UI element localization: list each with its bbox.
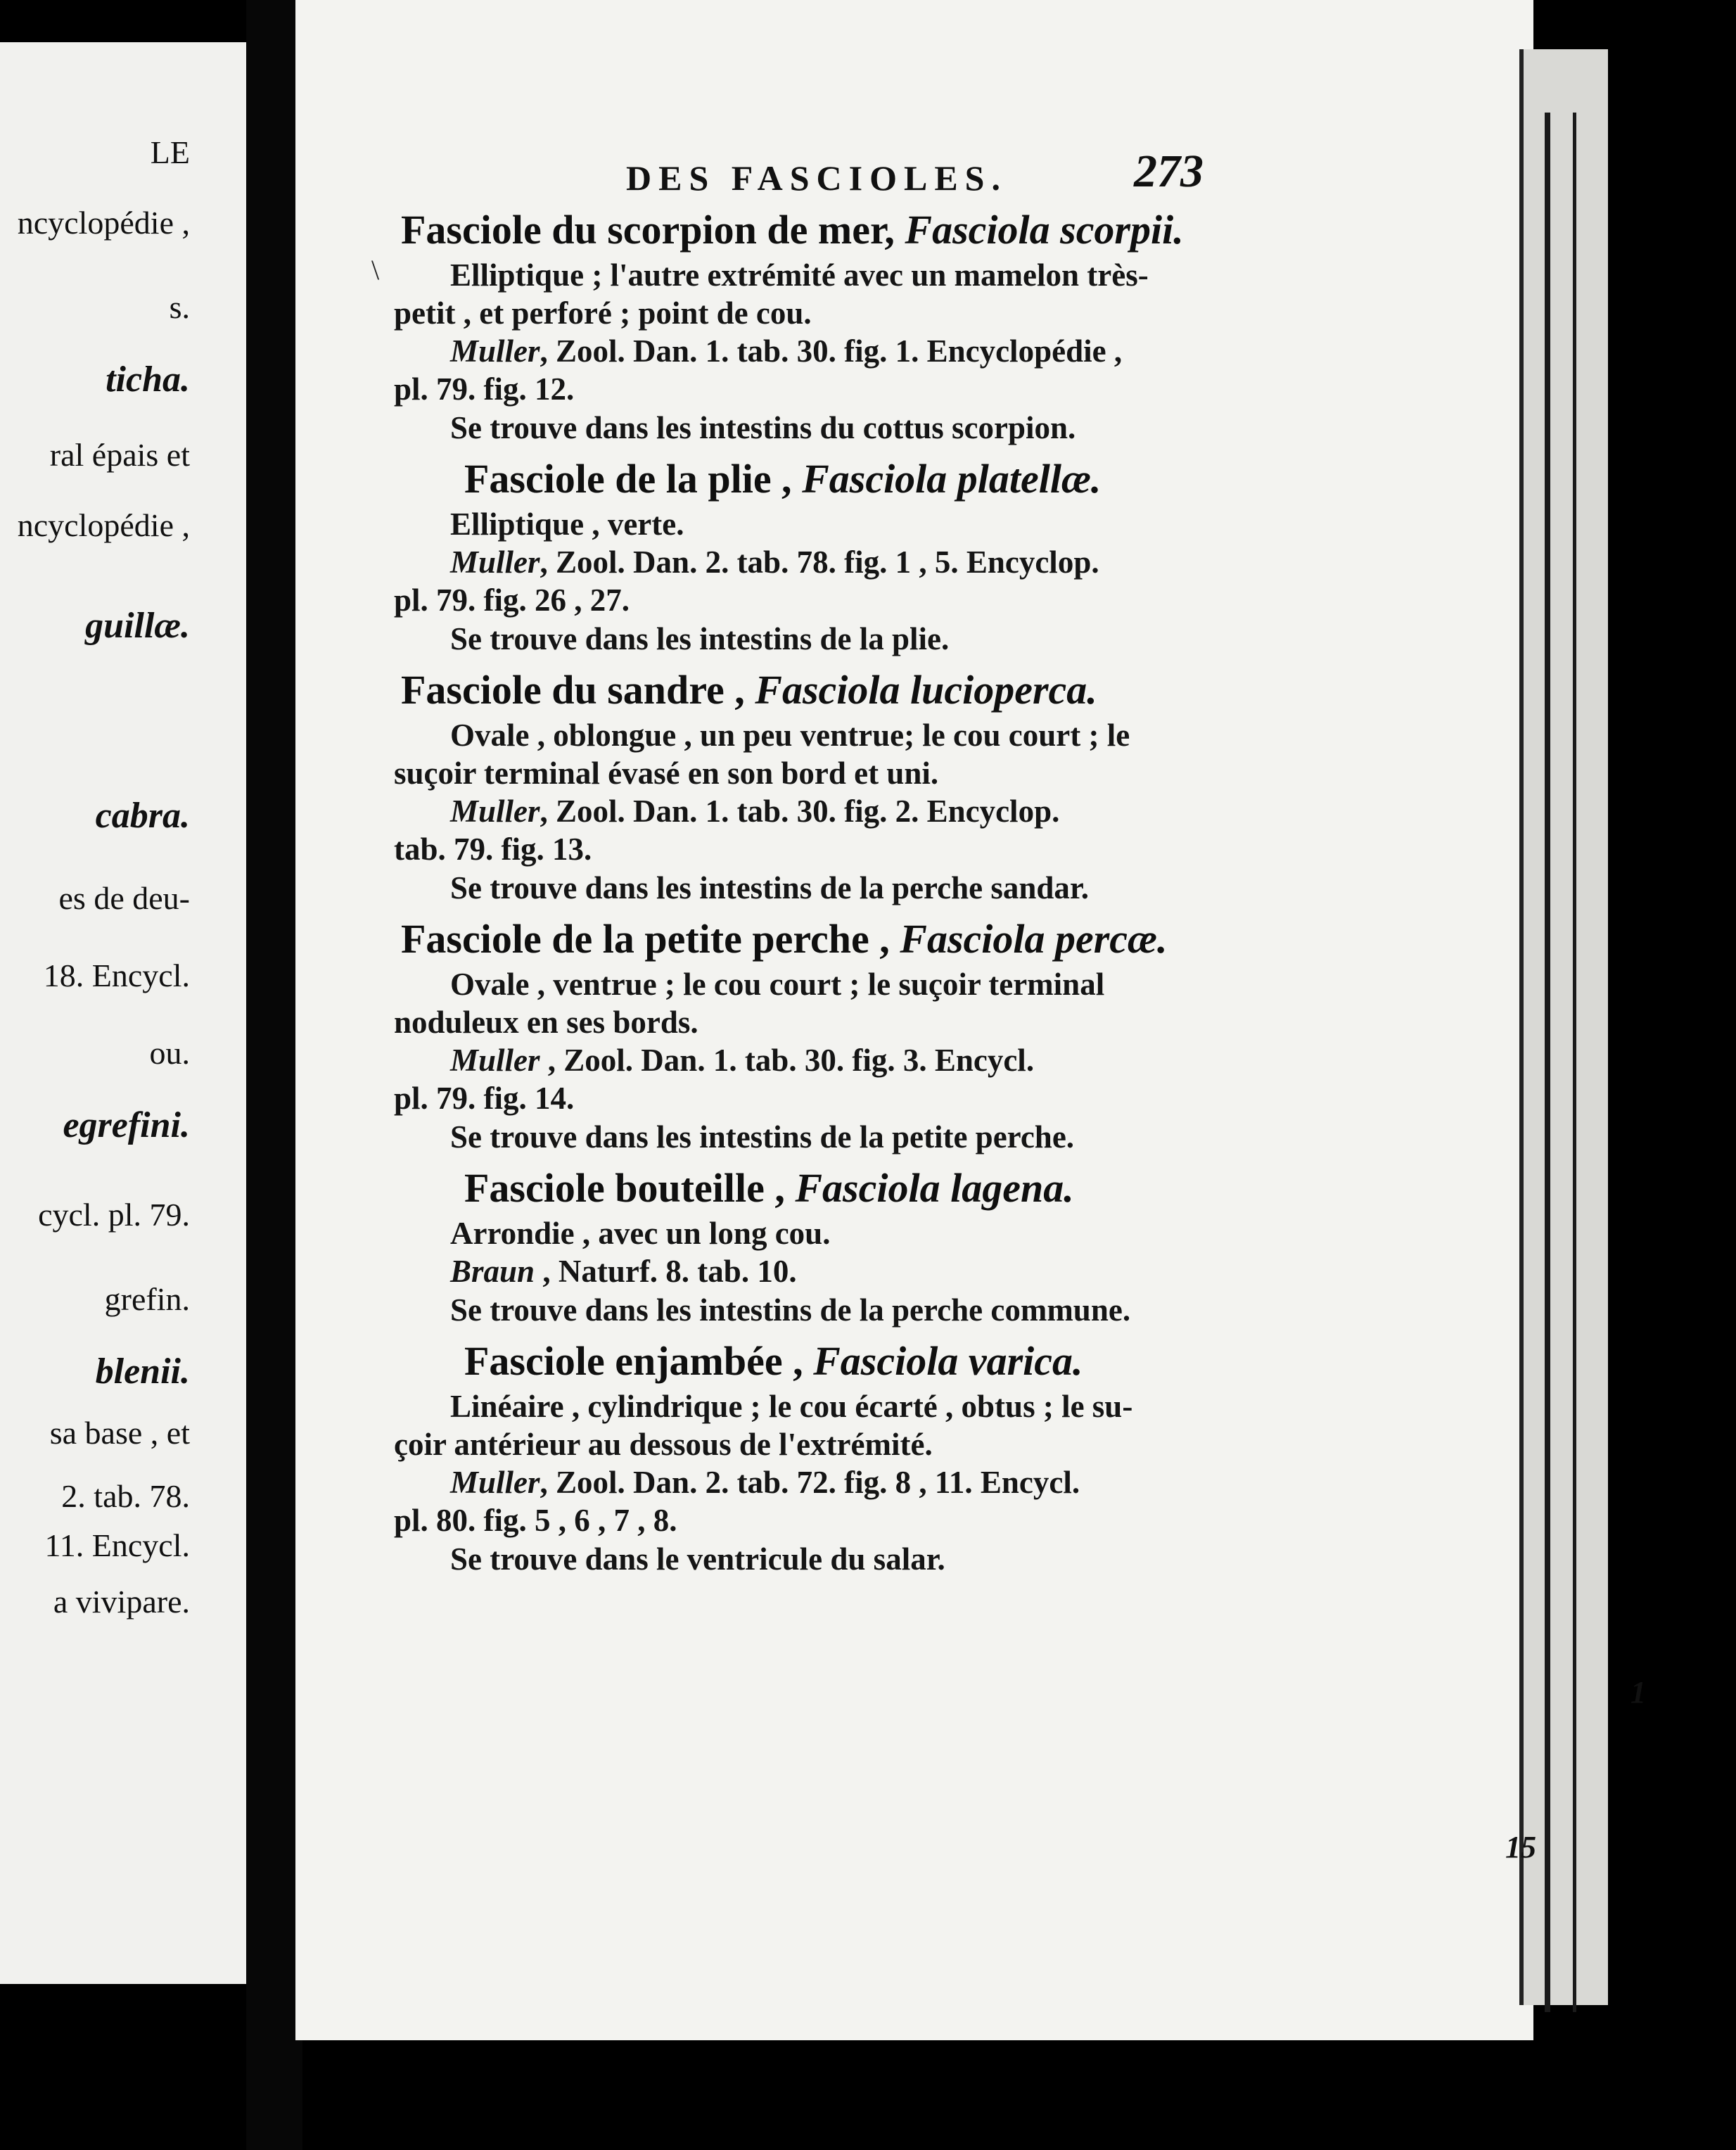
entry-reference-line (387, 1252, 1512, 1290)
entry-list (387, 204, 1512, 1584)
entry-description-line: Arrondie , avec un long cou. (450, 1216, 831, 1251)
entry-habitat-line: Se trouve dans les intestins du cottus scorpion. (450, 410, 1076, 445)
reference-author: Muller (450, 545, 540, 580)
margin-number: 1 (1630, 1675, 1646, 1710)
entry-reference-line: tab. 79. fig. 13. (394, 832, 592, 867)
entry-description-line: Linéaire , cylindrique ; le cou écarté , obtus ; le su- (450, 1389, 1133, 1424)
right-page (295, 0, 1533, 2040)
left-page-text-fragment: ncyclopédie , (17, 205, 190, 241)
left-page-text-fragment: ticha. (106, 360, 190, 400)
entry-description-line: çoir antérieur au dessous de l'extrémité. (394, 1427, 933, 1462)
entry-french-name: Fasciole bouteille , (464, 1165, 785, 1211)
entry-reference-line (387, 1041, 1512, 1079)
running-head: DES FASCIOLES. (626, 158, 1007, 198)
reference-citation: , Zool. Dan. 2. tab. 72. fig. 8 , 11. Encycl. (540, 1465, 1080, 1500)
left-page-fragment (0, 42, 246, 1984)
entry-title (387, 664, 1512, 716)
entry-latin-name: Fasciola scorpii. (905, 207, 1184, 253)
entry-reference-line: pl. 79. fig. 14. (394, 1081, 575, 1116)
entry-description-line: noduleux en ses bords. (394, 1005, 698, 1040)
page-number: 273 (1134, 146, 1204, 197)
entry-latin-name: Fasciola lucioperca. (755, 667, 1097, 713)
entry-habitat-line: Se trouve dans les intestins de la perche sandar. (450, 870, 1090, 905)
entry-title (387, 1335, 1512, 1387)
entry-reference-line (387, 792, 1512, 830)
left-page-text-fragment: s. (169, 289, 190, 325)
left-page-text-fragment: a vivipare. (53, 1584, 190, 1620)
left-page-text-fragment: guillæ. (85, 606, 190, 646)
reference-citation: , Zool. Dan. 1. tab. 30. fig. 3. Encycl. (540, 1043, 1035, 1078)
entry-french-name: Fasciole de la petite perche , (401, 916, 890, 962)
reference-citation: , Zool. Dan. 2. tab. 78. fig. 1 , 5. Encyclop. (540, 545, 1099, 580)
entry-habitat-line: Se trouve dans le ventricule du salar. (450, 1541, 945, 1577)
entry-description-line: petit , et perforé ; point de cou. (394, 295, 812, 331)
fasciole-entry (387, 204, 1512, 447)
left-page-text-fragment: LE (150, 134, 190, 170)
left-page-text-fragment: es de deu- (58, 880, 190, 916)
fasciole-entry (387, 664, 1512, 908)
left-page-text-fragment: sa base , et (49, 1415, 190, 1451)
entry-latin-name: Fasciola lagena. (795, 1165, 1074, 1211)
left-page-text-fragment: grefin. (104, 1281, 190, 1317)
entry-french-name: Fasciole enjambée , (464, 1338, 803, 1384)
entry-description-line: Elliptique ; l'autre extrémité avec un mamelon très- (450, 257, 1149, 293)
entry-reference-line (387, 543, 1512, 581)
reference-author: Muller (450, 1465, 540, 1500)
left-page-text-fragment: blenii. (95, 1351, 190, 1392)
fasciole-entry (387, 913, 1512, 1157)
entry-french-name: Fasciole de la plie , (464, 456, 792, 502)
margin-mark: \ (371, 254, 380, 286)
fasciole-entry (387, 453, 1512, 659)
left-page-text-fragment: ou. (149, 1035, 190, 1071)
entry-reference-line: pl. 79. fig. 26 , 27. (394, 583, 630, 618)
page-edge (1519, 49, 1608, 2005)
reference-author: Muller (450, 794, 540, 829)
left-page-text-fragment: egrefini. (63, 1105, 190, 1145)
reference-author: Muller (450, 1043, 540, 1078)
entry-habitat-line: Se trouve dans les intestins de la petite perche. (450, 1119, 1075, 1154)
left-page-text-fragment: 11. Encycl. (44, 1527, 190, 1563)
entry-title (387, 913, 1512, 965)
entry-title (387, 204, 1512, 256)
entry-reference-line (387, 1463, 1512, 1501)
entry-title (387, 1162, 1512, 1214)
reference-author: Muller (450, 333, 540, 369)
entry-reference-line (387, 332, 1512, 370)
entry-latin-name: Fasciola platellæ. (802, 456, 1102, 502)
entry-french-name: Fasciole du scorpion de mer, (401, 207, 895, 253)
entry-habitat-line: Se trouve dans les intestins de la perche commune. (450, 1292, 1131, 1328)
entry-habitat-line: Se trouve dans les intestins de la plie. (450, 621, 950, 656)
reference-citation: , Naturf. 8. tab. 10. (535, 1254, 797, 1289)
left-page-text-fragment: ral épais et (49, 437, 190, 473)
page-edge-line (1573, 113, 1576, 2012)
entry-reference-line: pl. 80. fig. 5 , 6 , 7 , 8. (394, 1503, 677, 1538)
left-page-text-fragment: cycl. pl. 79. (38, 1197, 190, 1233)
entry-french-name: Fasciole du sandre , (401, 667, 745, 713)
entry-title (387, 453, 1512, 505)
reference-citation: , Zool. Dan. 1. tab. 30. fig. 1. Encyclopédie , (540, 333, 1123, 369)
entry-description-line: Ovale , oblongue , un peu ventrue; le cou court ; le (450, 718, 1130, 753)
left-page-text-fragment: 2. tab. 78. (61, 1478, 190, 1514)
entry-description-line: Elliptique , verte. (450, 507, 684, 542)
left-page-text-fragment: cabra. (95, 796, 190, 836)
entry-reference-line: pl. 79. fig. 12. (394, 371, 575, 407)
entry-latin-name: Fasciola percæ. (900, 916, 1168, 962)
fasciole-entry (387, 1335, 1512, 1579)
page-edge-line (1545, 113, 1550, 2012)
entry-latin-name: Fasciola varica. (813, 1338, 1083, 1384)
entry-description-line: Ovale , ventrue ; le cou court ; le suçoir terminal (450, 967, 1105, 1002)
left-page-text-fragment: ncyclopédie , (17, 507, 190, 543)
fasciole-entry (387, 1162, 1512, 1330)
reference-author: Braun (450, 1254, 535, 1289)
book-gutter (246, 0, 302, 2150)
reference-citation: , Zool. Dan. 1. tab. 30. fig. 2. Encyclop. (540, 794, 1060, 829)
left-page-text-fragment: 18. Encycl. (43, 958, 190, 993)
entry-description-line: suçoir terminal évasé en son bord et uni. (394, 756, 939, 791)
margin-number: 15 (1505, 1830, 1536, 1864)
